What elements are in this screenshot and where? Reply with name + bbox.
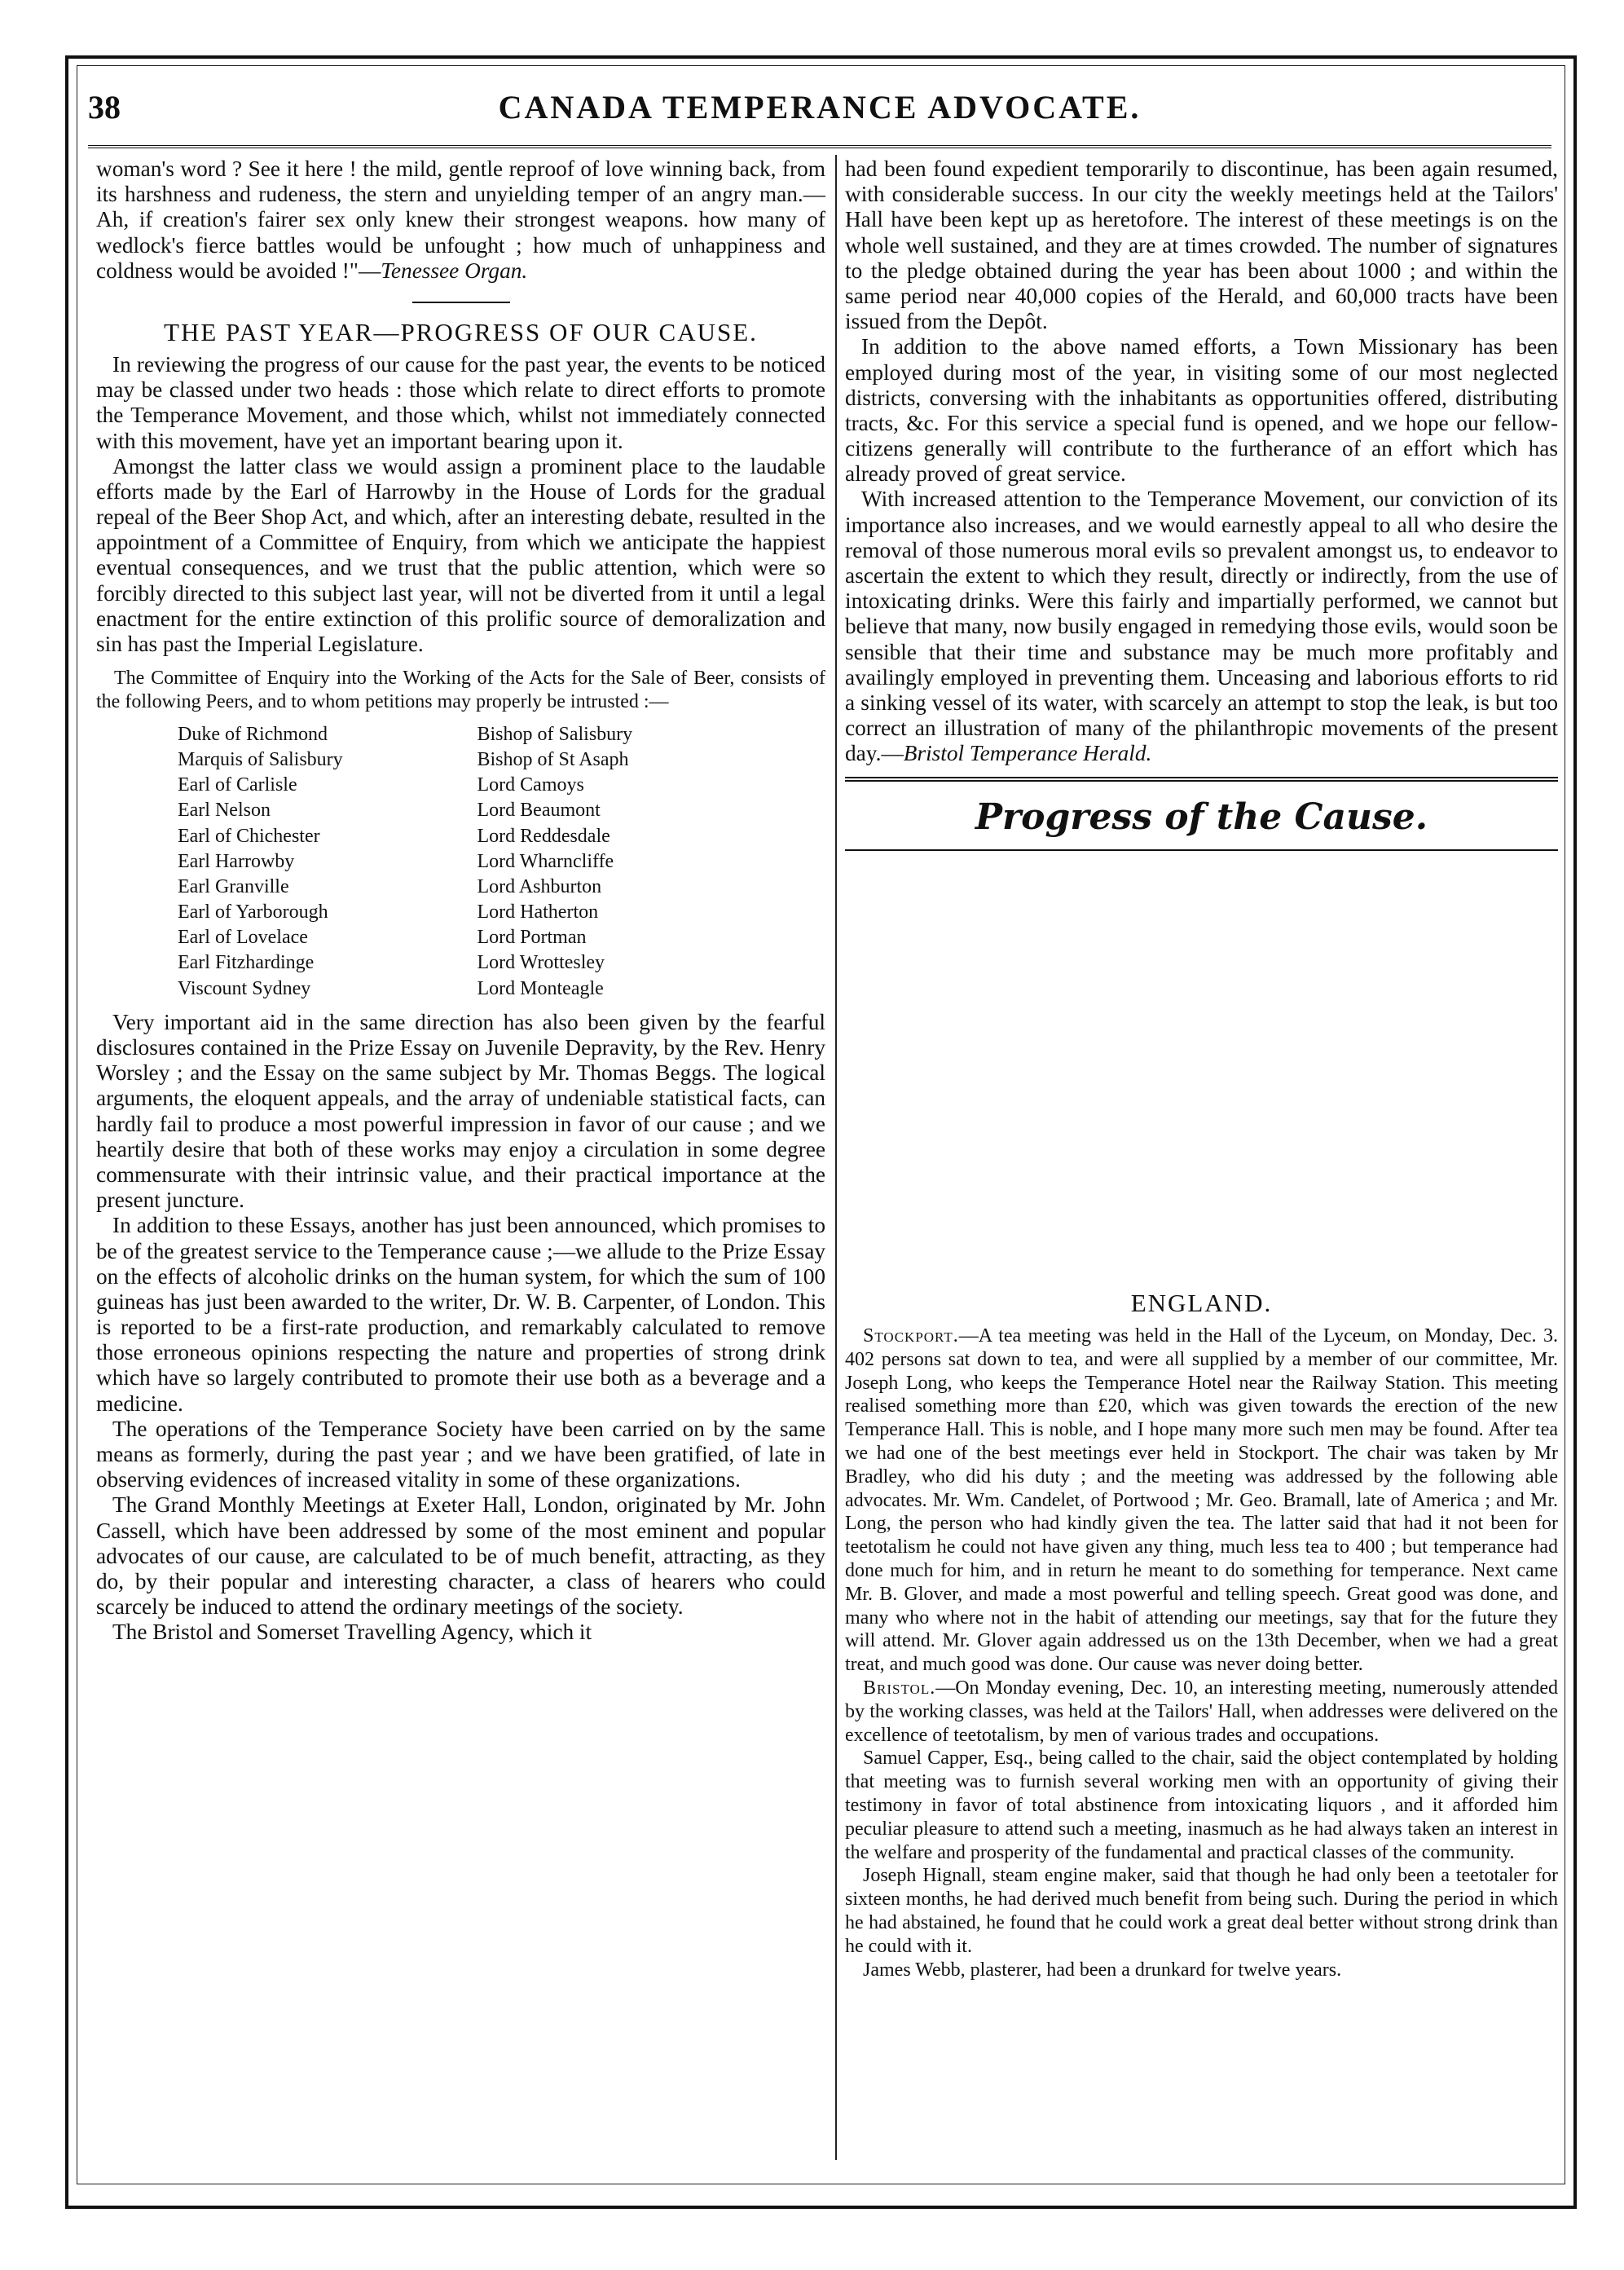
report-paragraph: James Webb, plasterer, had been a drunkard for twelve years. (863, 1959, 1342, 1981)
article-title: THE PAST YEAR—PROGRESS OF OUR CAUSE. (164, 317, 758, 346)
peers-row (96, 773, 825, 798)
report-place: Bristol. (863, 1677, 936, 1699)
peers-row (96, 798, 825, 823)
article-paragraph: In reviewing the progress of our cause for the past year, the events to be noticed may be classed under two heads : those which relate to direct efforts to promote the Temperance Movement, and those which, whilst not immediately connected with this movement, have yet an important bearing upon it. (96, 351, 825, 453)
report-item: Bristol.—On Monday evening, Dec. 10, an interesting meeting, numerously attended by the working classes, was held at the Tailors' Hall, when addresses were delivered on the excellence of teetotalism, by men of various trades and occupations. (845, 1677, 1558, 1746)
page-header (88, 83, 1551, 132)
peer-name: Duke of Richmond (178, 723, 328, 745)
peer-name: Lord Ashburton (477, 875, 602, 897)
peers-row (96, 950, 825, 976)
article-paragraph: The Grand Monthly Meetings at Exeter Hall, London, originated by Mr. John Cassell, which have been addressed by some of the most eminent and popular advocates of our cause, are calculated to be of much benefit, attracting, as they do, by their popular and interesting character, a class of hearers who could scarcely be induced to attend the ordinary meetings of the society. (96, 1492, 825, 1620)
article-body-b (96, 1010, 825, 1646)
peers-row (96, 875, 825, 900)
peer-name: Bishop of St Asaph (477, 748, 629, 770)
peers-list (96, 722, 825, 1002)
article-paragraph: The operations of the Temperance Society have been carried on by the same means as formerly, during the past year ; and we have been gratified, of late in observing evidences of increased vitality in some of these organizations. (96, 1416, 825, 1492)
peer-name: Lord Wharncliffe (477, 850, 614, 872)
peers-row (96, 900, 825, 925)
article-paragraph: Very important aid in the same direction has also been given by the fearful disclosures contained in the Prize Essay on Juvenile Depravity, by the Rev. Henry Worsley ; and the Essay on the same subject by Mr. Thomas Beggs. The logical arguments, the eloquent appeals, and the array of undeniable statistical facts, can hardly fail to produce a most powerful impression in favor of our cause ; and we heartily desire that both of these works may enjoy a circulation in some degree commensurate with their intrinsic value, and their practical importance at the present juncture. (96, 1009, 825, 1213)
peer-name: Lord Camoys (477, 774, 584, 796)
section-heading: Progress of the Cause. (975, 796, 1428, 838)
reports-body (845, 1325, 1558, 1981)
closing-source: Bristol Temperance Herald. (903, 741, 1152, 766)
article-paragraph: With increased attention to the Temperance Movement, our conviction of its importance also increases, and we would earnestly appeal to all who desire the removal of those numerous moral evils so prevalent amongst us, to endeavor to ascertain the extent to which they result, directly or indirectly, from the use of intoxicating drinks. Were this fairly and impartially performed, we cannot but believe that many, now busily engaged in remedying those evils, would soon be sensible that their time and substance may be much more profitably and availingly employed in preventing them. Unceasing and laborious efforts to rid a sinking vessel of its water, with scarcely an attempt to stop the leak, is but too correct an illustration of many of the philanthropic movements of the present day.—Bristol Temperance Herald. (845, 487, 1558, 766)
peer-name: Lord Portman (477, 927, 587, 949)
heavy-rule (845, 777, 1558, 782)
page-number: 38 (88, 89, 121, 126)
committee-note-text: The Committee of Enquiry into the Working of the Acts for the Sale of Beer, consists of the following Peers, and to whom petitions may properly be intrusted :— (96, 668, 825, 712)
peer-name: Earl of Chichester (178, 825, 320, 847)
progress-reports (845, 1277, 1558, 1981)
peer-name: Earl Nelson (178, 800, 271, 822)
article-paragraph: In addition to these Essays, another has just been announced, which promises to be of the greatest service to the Temperance cause ;—we allude to the Prize Essay on the effects of alcoholic drinks on the human system, for which the sum of 100 guineas has just been awarded to the writer, Dr. W. B. Carpenter, of London. This is reported to be a first-rate production, and remarkably calculated to remove those erroneous opinions respecting the nature and properties of strong drink which have so largely contributed to promote their use both as a beverage and a medicine. (96, 1213, 825, 1416)
article-body-a (96, 352, 825, 657)
peer-name: Bishop of Salisbury (477, 723, 633, 745)
peer-name: Earl of Lovelace (178, 927, 308, 949)
committee-note (96, 667, 825, 714)
article-continuation (845, 156, 1558, 851)
peer-name: Earl Granville (178, 875, 289, 897)
peers-row (96, 976, 825, 1002)
peer-name: Lord Monteagle (477, 977, 604, 999)
column-divider (835, 155, 837, 2160)
section-rule (412, 302, 510, 303)
thin-rule (845, 849, 1558, 851)
report-place: Stockport. (863, 1325, 959, 1347)
peer-name: Earl Harrowby (178, 850, 295, 872)
article-paragraph: The Bristol and Somerset Travelling Agency, which it (112, 1620, 592, 1645)
intro-paragraph: woman's word ? See it here ! the mild, gentle reproof of love winning back, from its harshness and rudeness, the stern and unyielding temper of an angry man.—Ah, if creation's fairer sex only knew their strongest weapons. how many of wedlock's fierce battles would be unfought ; how much of unhappiness and coldness would be avoided !"—Tenessee Organ. (96, 156, 825, 283)
report-paragraph: Samuel Capper, Esq., being called to the chair, said the object contemplated by holding that meeting was to furnish several working men with an opportunity of giving their testimony in favor of total abstinence from intoxicating liquors , and it afforded him peculiar pleasure to attend such a meeting, inasmuch as he had always taken an interest in the welfare and prosperity of the fundamental and practical classes of the community. (845, 1748, 1558, 1863)
peers-row (96, 747, 825, 773)
peers-row (96, 849, 825, 875)
peer-name: Marquis of Salisbury (178, 748, 343, 770)
peer-name: Lord Beaumont (477, 800, 601, 822)
report-item: Stockport.—A tea meeting was held in the Hall of the Lyceum, on Monday, Dec. 3. 402 persons sat down to tea, and were all supplied by a member of our committee, Mr. Joseph Long, who keeps the Temperance Hotel near the Railway Station. This meeting realised something more than £20, which was given towards the erection of the new Temperance Hall. This is noble, and I hope many more such men may be found. After tea we had one of the best meetings ever held in Stockport. The chair was taken by Mr Bradley, who did his duty ; and the meeting was addressed by the following able advocates. Mr. Wm. Candelet, of Portwood ; Mr. Geo. Bramall, late of America ; and Mr. Long, the person who had kindly given the tea. The latter said that had it not been for teetotalism he could not have given any thing, much less tea to 400 ; but temperance had done much for him, and in return he meant to do something for temperance. Next came Mr. B. Glover, and made a most powerful and telling speech. Great good was done, and many who where not in the habit of attending our meetings, say that for the future they will attend. Mr. Glover again addressed us on the 13th December, when we had a great treat, and much good was done. Our cause was never doing better. (845, 1325, 1558, 1676)
country-heading: ENGLAND. (1130, 1289, 1273, 1317)
peer-name: Viscount Sydney (178, 977, 311, 999)
peer-name: Earl of Yarborough (178, 901, 328, 923)
right-column (845, 156, 1569, 2162)
article-paragraph: In addition to the above named efforts, a Town Missionary has been employed during most of the year, in visiting some of our most neglected districts, conversing with the inhabitants as opportunities offered, distributing tracts, &c. For this service a special fund is opened, and we hope our fellow-citizens generally will contribute to the furtherance of an effort which has already proved of great service. (845, 334, 1558, 487)
left-column (96, 156, 825, 2162)
peers-row (96, 722, 825, 747)
article-paragraph: Amongst the latter class we would assign a prominent place to the laudable efforts made by the Earl of Harrowby in the House of Lords for the gradual repeal of the Beer Shop Act, and which, after an interesting debate, resulted in the appointment of a Committee of Enquiry, from which we anticipate the happiest eventual consequences, and we trust that the public attention, which were so forcibly directed to this subject last year, will not be diverted from it until a legal enactment for the entire extinction of this prolific source of demoralization and sin has past the Imperial Legislature. (96, 453, 825, 656)
peer-name: Lord Reddesdale (477, 825, 610, 847)
peers-row (96, 824, 825, 849)
peers-row (96, 925, 825, 950)
peer-name: Lord Wrottesley (477, 952, 605, 974)
peer-name: Lord Hatherton (477, 901, 599, 923)
masthead-title: CANADA TEMPERANCE ADVOCATE. (498, 89, 1142, 126)
article-paragraph: had been found expedient temporarily to discontinue, has been again resumed, with considerable success. In our city the weekly meetings held at the Tailors' Hall have been kept up as heretofore. The interest of these meetings is on the whole well sustained, and they are at times crowded. The number of signatures to the pledge obtained during the year has been about 1000 ; and within the same period near 40,000 copies of the Herald, and 60,000 tracts have been issued from the Depôt. (845, 156, 1558, 334)
peer-name: Earl Fitzhardinge (178, 952, 315, 974)
peer-name: Earl of Carlisle (178, 774, 297, 796)
header-rule (88, 145, 1551, 148)
report-paragraph: Joseph Hignall, steam engine maker, said that though he had only been a teetotaler for sixteen months, he had derived much benefit from being such. During the period in which he had abstained, he found that he could work a great deal better without strong drink than he could with it. (845, 1865, 1558, 1957)
intro-source: Tenessee Organ. (381, 258, 528, 283)
